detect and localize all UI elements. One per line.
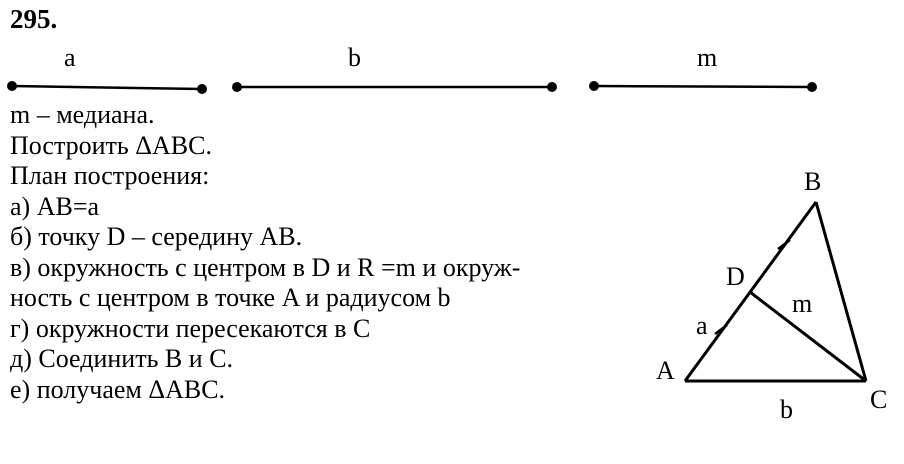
plan-step-d: г) окружности пересекаются в C	[10, 313, 371, 343]
segment-b	[232, 82, 557, 92]
segment-m-label: m	[697, 43, 718, 72]
construction-plan	[10, 100, 650, 405]
side-b-label: b	[780, 395, 793, 424]
vertex-c-label: C	[870, 385, 888, 414]
point-d-label: D	[726, 262, 745, 291]
plan-step-f: е) получаем ΔABC.	[10, 374, 226, 404]
plan-step-c-line1: в) окружность с центром в D и R =m и окруж-	[10, 252, 521, 282]
given-segments	[0, 0, 904, 110]
vertex-a-label: A	[656, 356, 675, 385]
median-definition: m – медиана.	[10, 100, 155, 129]
triangle-drawing	[640, 160, 904, 459]
plan-step-a: а) AB=a	[10, 191, 100, 221]
side-bc	[816, 202, 866, 381]
vertex-b-label: B	[804, 167, 822, 196]
plan-heading: План построения:	[10, 161, 210, 190]
triangle-figure	[640, 160, 904, 464]
plan-step-b: б) точку D – середину AB.	[10, 222, 303, 251]
problem-number: 295.	[10, 4, 58, 34]
task-statement: Построить ΔABC.	[10, 130, 212, 160]
segment-m	[589, 81, 817, 92]
plan-step-c-line2: ность с центром в точке A и радиусом b	[10, 283, 451, 312]
segment-b-label: b	[348, 43, 361, 72]
segment-a	[7, 81, 207, 94]
median-m-label: m	[792, 289, 813, 318]
segment-a-label: a	[64, 43, 76, 72]
side-a-label: a	[696, 311, 708, 340]
plan-step-e: д) Соединить B и C.	[10, 344, 234, 373]
